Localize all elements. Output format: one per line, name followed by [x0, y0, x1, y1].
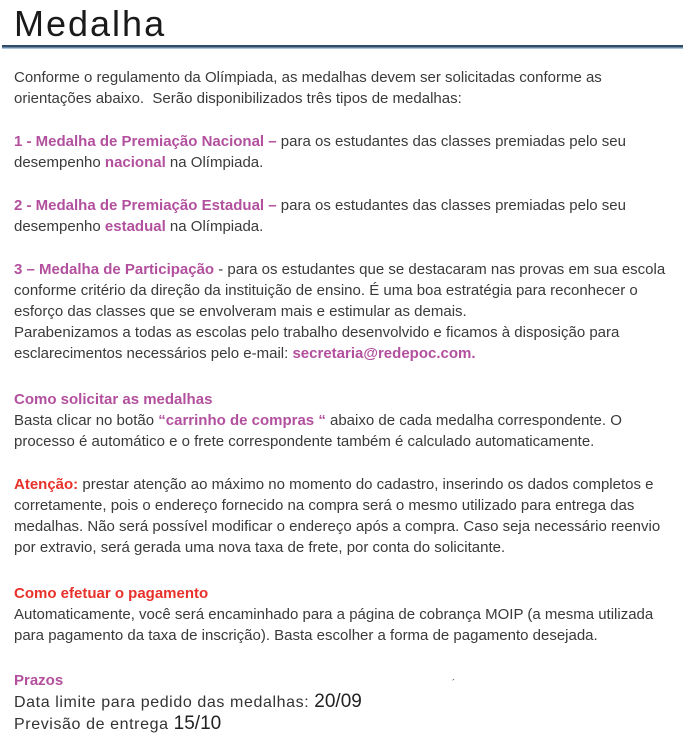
text-run: abaixo de cada medalha correspondente. O processo é automático e o frete correspondente também é calculado automaticamente.	[14, 412, 627, 450]
thanks-paragraph	[14, 322, 678, 364]
pagamento-paragraph	[14, 604, 678, 646]
atencao-paragraph	[14, 474, 678, 558]
delivery-date: 15/10	[173, 713, 222, 734]
text-run: Data limite para pedido das medalhas:	[14, 694, 315, 711]
text-run: Atenção:	[14, 476, 79, 493]
heading-como-solicitar: Como solicitar as medalhas	[14, 391, 213, 408]
text-run: - para os estudantes que se destacaram nas provas em sua escola conforme critério da direção da instituição de ensino. É uma boa estratégia para reconhecer o esforço das classes que se envolveram mais e estimular as demais.	[14, 261, 670, 320]
text-run: Automaticamente, você será encaminhado para a página de cobrança MOIP (a mesma utilizada para pagamento da taxa de inscrição). Basta escolher a forma de pagamento desejada.	[14, 606, 658, 644]
email-address: secretaria@redepoc.com.	[292, 345, 476, 362]
intro-paragraph	[14, 67, 678, 109]
deadline-line	[14, 692, 678, 713]
deadline-date: 20/09	[314, 691, 362, 712]
text-run: prestar atenção ao máximo no momento do cadastro, inserindo os dados completos e corretamente, pois o endereço fornecido na compra será o mesmo utilizado para entrega das medalhas. Não será possível modificar o endereço após a compra. Caso seja necessário reenvio por extravio, será gerada uma nova taxa de frete, por conta do solicitante.	[14, 476, 665, 556]
heading-prazos: Prazos	[14, 672, 64, 689]
text-run: 3 – Medalha de Participação	[14, 261, 215, 278]
medal-3-paragraph	[14, 259, 678, 322]
medal-2-paragraph	[14, 195, 678, 237]
text-run: Parabenizamos a todas as escolas pelo trabalho desenvolvido e ficamos à disposição para esclarecimentos necessários pelo e-mail:	[14, 324, 624, 362]
document-body	[0, 67, 690, 735]
text-run: estadual	[104, 218, 166, 235]
text-run: nacional	[104, 154, 166, 171]
delivery-line	[14, 714, 678, 735]
heading-como-efetuar-pagamento: Como efetuar o pagamento	[14, 585, 209, 602]
text-run: Previsão de entrega	[14, 716, 174, 733]
text-run: na Olímpiada.	[165, 218, 264, 235]
text-run: para os estudantes das classes premiadas pelo seu desempenho	[14, 197, 631, 235]
solicitar-paragraph	[14, 410, 678, 452]
text-run: na Olímpiada.	[165, 154, 264, 171]
stray-mark: ´	[452, 678, 455, 688]
title-underline	[2, 45, 683, 49]
text-run: para os estudantes das classes premiadas pelo seu desempenho	[14, 133, 631, 171]
medal-1-paragraph	[14, 131, 678, 173]
text-run: Basta clicar no botão	[14, 412, 159, 429]
text-run: Conforme o regulamento da Olímpiada, as medalhas devem ser solicitadas conforme as orientações abaixo. Serão disponibilizados três tipos de medalhas:	[14, 69, 606, 107]
page-title: Medalha	[14, 3, 167, 44]
text-run: “carrinho de compras “	[158, 412, 326, 429]
text-run: 1 - Medalha de Premiação Nacional –	[14, 133, 281, 150]
text-run: 2 - Medalha de Premiação Estadual –	[14, 197, 281, 214]
